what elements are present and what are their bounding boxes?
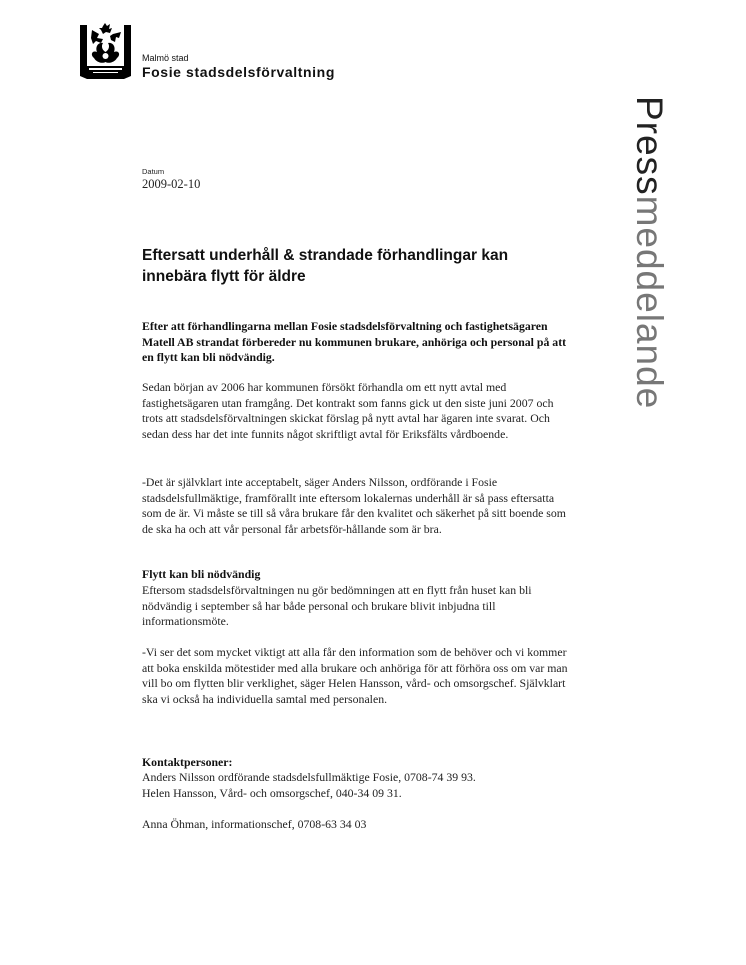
article-paragraph-4: -Vi ser det som mycket viktigt att alla får den information som de behöver och vi kommer att boka enskilda mötestider med alla brukare och anhöriga för att förhöra oss om var man vill bo om flytten blir verklighet, säger Helen Hansson, vård- och omsorgschef. Självklart ska vi också ha individuella samtal med personalen. [142, 645, 568, 706]
contact-item: Helen Hansson, Vård- och omsorgschef, 040-34 09 31. [142, 786, 402, 800]
article-headline: Eftersatt underhåll & strandade förhandlingar kan innebära flytt för äldre [142, 247, 509, 285]
griffin-icon [79, 22, 133, 80]
date-value: 2009-02-10 [142, 177, 201, 191]
contact-item: Anders Nilsson ordförande stadsdelsfullmäktige Fosie, 0708-74 39 93. [142, 770, 476, 784]
date-label: Datum [142, 167, 165, 176]
contacts-heading: Kontaktpersoner: [142, 755, 233, 769]
contact-item: Anna Öhman, informationschef, 0708-63 34 03 [142, 817, 367, 831]
article-subheading: Flytt kan bli nödvändig [142, 567, 261, 581]
article-paragraph-3: Eftersom stadsdelsförvaltningen nu gör bedömningen att en flytt från huset kan bli nödvändig i september så har både personal och brukare blivit inbjudna till informationsmöte. [142, 583, 532, 629]
side-label-dark: Press [629, 96, 670, 196]
article-paragraph-1: Sedan början av 2006 har kommunen försökt förhandla om ett nytt avtal med fastighetsägaren utan framgång. Det kontrakt som fanns gick ut den siste juni 2007 och trots att stadsdelsförvaltningen skickat förslag på nytt avtal har ägaren inte svarat. Och sedan dess har det inte funnits något skriftligt avtal för Eriksfälts vårdboende. [142, 380, 554, 441]
malmo-coat-of-arms-logo [79, 22, 133, 80]
article-paragraph-2: -Det är självklart inte acceptabelt, säger Anders Nilsson, ordförande i Fosie stadsdelsfullmäktige, framförallt inte eftersom lokalernas underhåll är så pass eftersatta som de är. Vi måste se till så våra brukare får den kvalitet och säkerhet på sitt boende som de ska ha och att vår personal får arbetsför-hållande som är bra. [142, 475, 566, 536]
org-parent-name: Malmö stad [142, 53, 189, 63]
side-label-light: meddelande [629, 195, 670, 410]
org-name: Fosie stadsdelsförvaltning [142, 64, 335, 80]
pressmeddelande-side-label [629, 96, 669, 496]
article-lead: Efter att förhandlingarna mellan Fosie stadsdelsförvaltning och fastighetsägaren Matell AB strandat förbereder nu kommunen brukare, anhöriga och personal på att en flytt kan bli nödvändig. [142, 319, 567, 365]
